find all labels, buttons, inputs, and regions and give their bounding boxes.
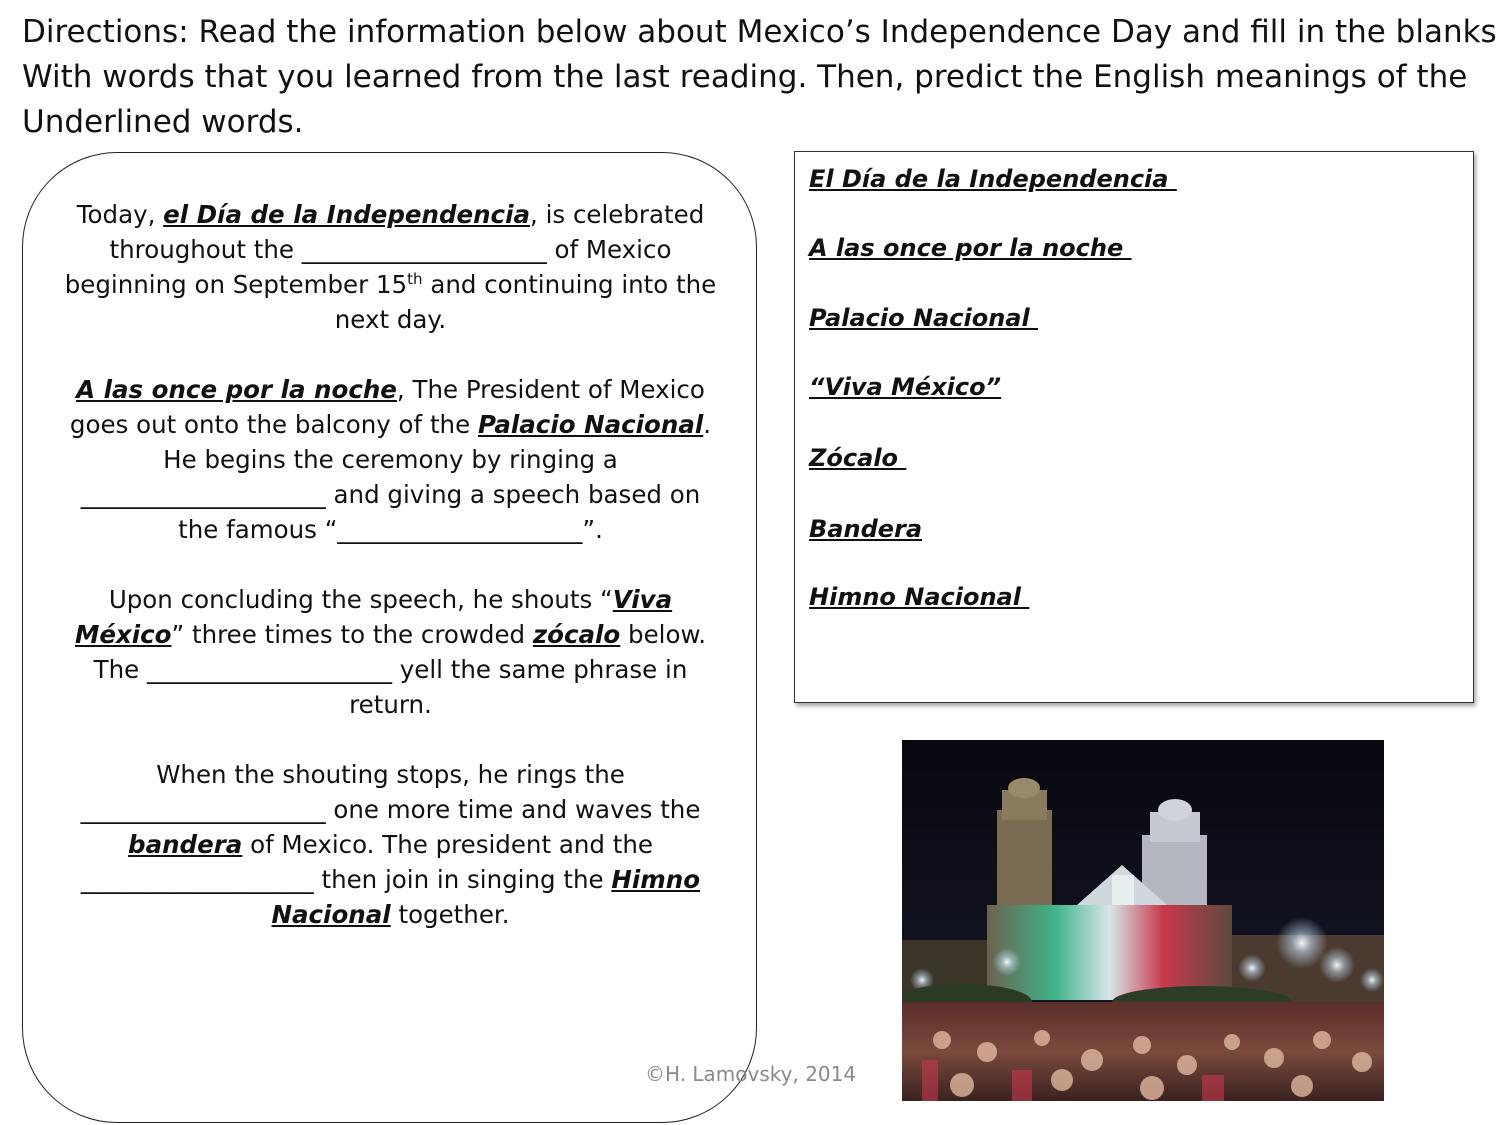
- text: yell the same phrase in return.: [349, 655, 688, 719]
- vocab-term: Himno Nacional: [271, 865, 701, 929]
- directions-line-1: Directions: Read the information below about Mexico’s Independence Day and fill in the blanks: [22, 14, 1497, 50]
- fill-in-blank: ___________________: [80, 865, 314, 894]
- copyright-notice: ©H. Lamovsky, 2014: [645, 1062, 857, 1086]
- street-light: [1238, 954, 1266, 982]
- vocab-term: Palacio Nacional: [477, 410, 704, 439]
- fill-in-blank: ____________________: [146, 655, 392, 684]
- reading-passage: [58, 197, 723, 967]
- directions-line-2: With words that you learned from the last reading. Then, predict the English meanings of the: [22, 59, 1468, 95]
- fill-in-blank: ____________________: [337, 515, 583, 544]
- vocab-list-box: [794, 151, 1474, 703]
- text: Upon concluding the speech, he shouts “: [108, 585, 613, 614]
- text: together.: [390, 900, 510, 929]
- street-light: [1360, 968, 1384, 992]
- text: Today,: [76, 200, 164, 229]
- street-light: [993, 948, 1021, 976]
- text: then join in singing the: [313, 865, 612, 894]
- text: When the shouting stops, he rings the: [156, 760, 625, 789]
- text: ” three times to the crowded: [171, 620, 533, 649]
- ordinal-suffix: th: [407, 269, 423, 288]
- directions: [22, 10, 1497, 145]
- cathedral-facade: [987, 905, 1232, 1000]
- right-tower-dome: [1158, 799, 1192, 821]
- paragraph-4: [58, 757, 723, 932]
- vocab-item: El Día de la Independencia: [809, 165, 1177, 193]
- text: . He begins the ceremony by ringing a: [163, 410, 712, 474]
- left-tower-dome: [1008, 778, 1040, 798]
- vocab-term: bandera: [128, 830, 243, 859]
- paragraph-1: [58, 197, 723, 337]
- fill-in-blank: ____________________: [80, 480, 326, 509]
- vocab-item: Himno Nacional: [809, 583, 1030, 611]
- vocab-term: A las once por la noche: [76, 375, 397, 404]
- cathedral-illustration: [902, 740, 1384, 1101]
- central-cupola: [1112, 875, 1134, 905]
- street-light: [1319, 947, 1355, 983]
- zocalo-night-photo: [902, 740, 1384, 1101]
- text: , is celebrated throughout the: [109, 200, 705, 264]
- text: one more time and waves the: [325, 795, 701, 824]
- fill-in-blank: ____________________: [80, 795, 326, 824]
- text: of Mexico beginning on September 15: [64, 235, 672, 299]
- vocab-item: “Viva México”: [809, 373, 1002, 401]
- text: and giving a speech based on the famous “: [178, 480, 701, 544]
- text: and continuing into the next day.: [334, 270, 717, 334]
- vocab-term: Viva México: [74, 585, 673, 649]
- directions-line-3: Underlined words.: [22, 104, 304, 140]
- paragraph-2: [58, 372, 723, 547]
- text: of Mexico. The president and the: [242, 830, 653, 859]
- vocab-item: Zócalo: [809, 444, 907, 472]
- vocab-item: Palacio Nacional: [809, 304, 1039, 332]
- vocab-term: zócalo: [532, 620, 621, 649]
- vocab-item: A las once por la noche: [809, 234, 1132, 262]
- text: ”.: [582, 515, 603, 544]
- fill-in-blank: ____________________: [301, 235, 547, 264]
- paragraph-3: [58, 582, 723, 722]
- text: , The President of Mexico goes out onto the balcony of the: [69, 375, 705, 439]
- vocab-term: el Día de la Independencia: [163, 200, 531, 229]
- vocab-item: Bandera: [809, 515, 923, 543]
- text: below. The: [93, 620, 707, 684]
